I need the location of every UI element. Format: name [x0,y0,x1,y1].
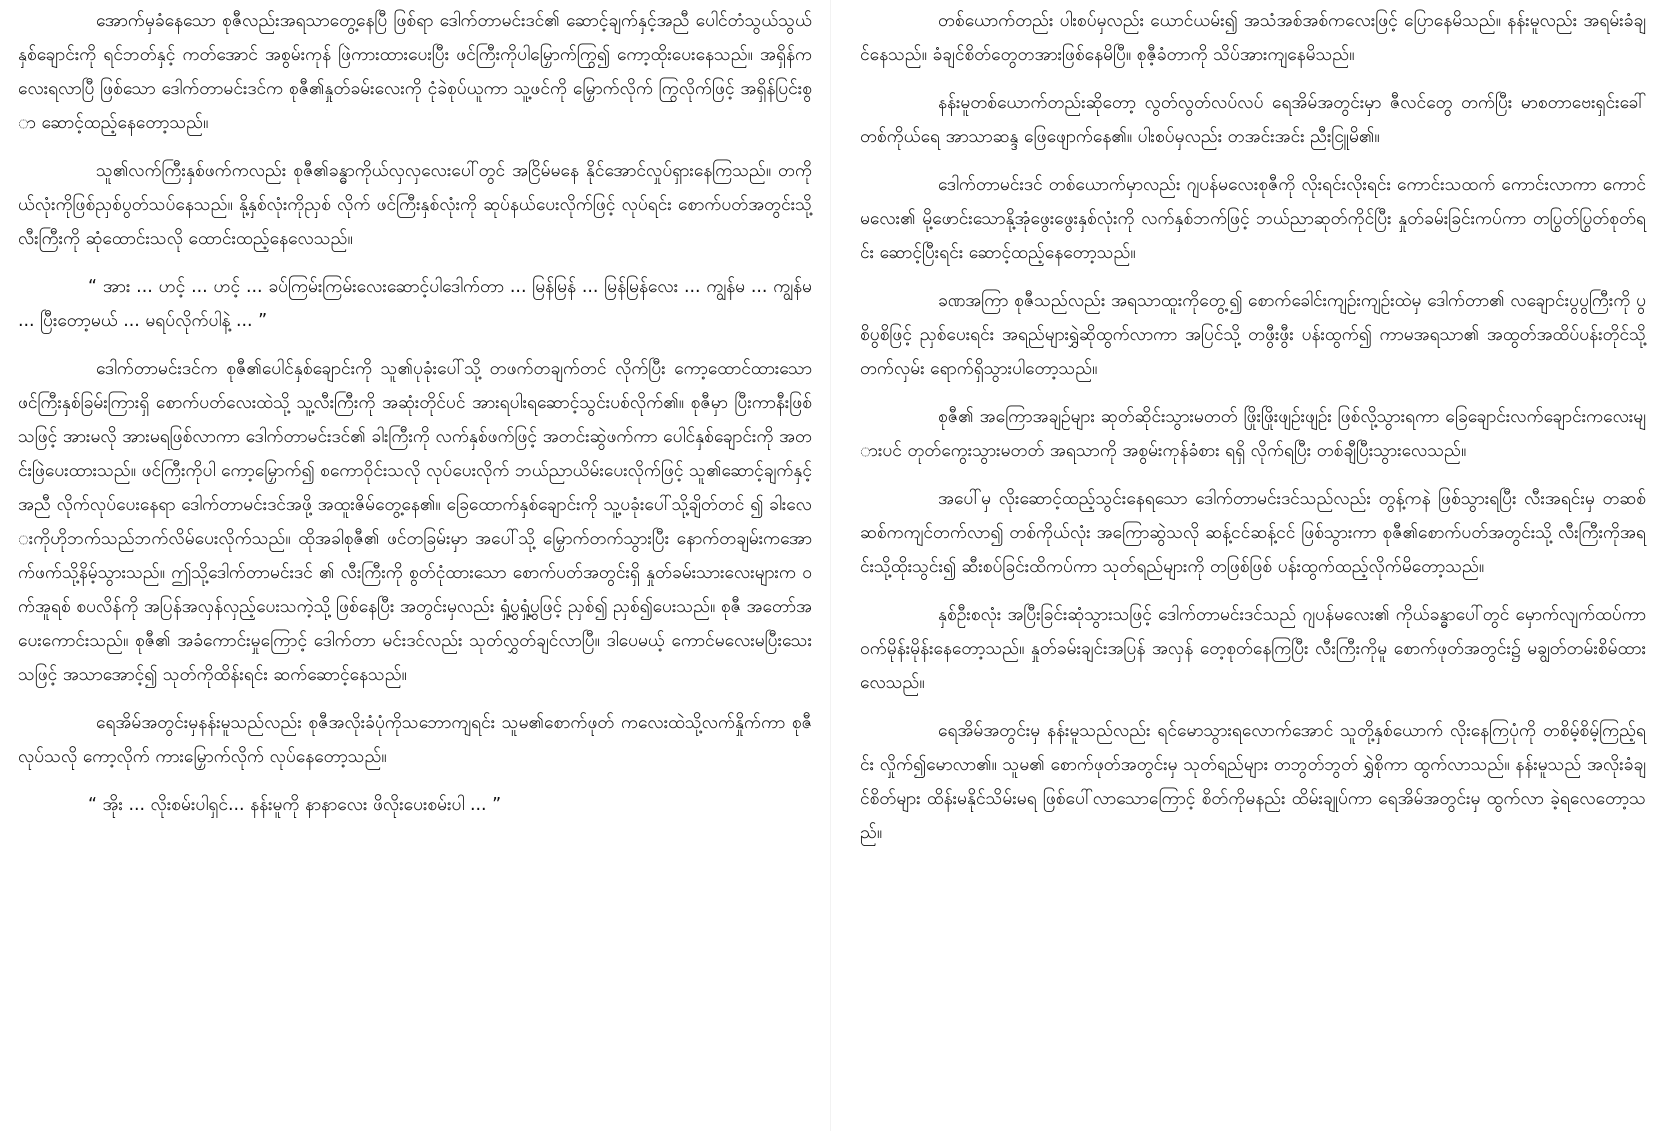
right-paragraph-2: နန်းမူတစ်ယောက်တည်းဆိုတော့ လွတ်လွတ်လပ်လပ် ရေအိမ်အတွင်းမှာ ဇီလင်တွေ တက်ပြီး မာစတာဗေးရှင်းခေါ် တစ်ကိုယ်ရေ အာသာဆန္ဒ ဖြေဖျောက်နေ၏။ ပါးစပ်မှလည်း တအင်းအင်း ညီးငြူမိ၏။ [860,93,1646,147]
right-paragraph-6: အပေါ်မှ လိုးဆောင့်ထည့်သွင်းနေရသော ဒေါက်တာမင်းဒင်သည်လည်း တွန့်ကနဲ ဖြစ်သွားရပြီး လီးအရင်းမှ တဆစ်ဆစ်ကကျင်တက်လာ၍ တစ်ကိုယ်လုံး အကြောဆွဲသလို ဆန့်ငင်ဆန့်ငင် ဖြစ်သွားကာ စုဇီ၏စောက်ပတ်အတွင်းသို့ လီးကြီးကိုအရင်းသို့ထိုးသွင်း၍ ဆီးစပ်ခြင်းထိကပ်ကာ သုတ်ရည်များကို တဖြစ်ဖြစ် ပန်းထွက်ထည့်လိုက်မိတော့သည်။ [860,489,1646,577]
right-paragraph-7: နှစ်ဦးစလုံး အပြီးခြင်းဆုံသွားသဖြင့် ဒေါက်တာမင်းဒင်သည် ဂျပန်မလေး၏ ကိုယ်ခန္ဓာပေါ်တွင် မှောက်လျက်ထပ်ကာ ဝက်မိုန်းမိုန်းနေတော့သည်။ နှုတ်ခမ်းချင်းအပြန် အလှန် တေ့စုတ်နေကြပြီး လီးကြီးကိုမူ စောက်ဖုတ်အတွင်း၌ မချွတ်တမ်းစိမ်ထားလေသည်။ [860,605,1646,693]
right-paragraph-3: ဒေါက်တာမင်းဒင် တစ်ယောက်မှာလည်း ဂျပန်မလေးစုဇီကို လိုးရင်းလိုးရင်း ကောင်းသထက် ကောင်းလာကာ ကောင်မလေး၏ မို့ဖောင်းသောနို့အုံဖွေးဖွေးနှစ်လုံးကို လက်နှစ်ဘက်ဖြင့် ဘယ်ညာဆုတ်ကိုင်ပြီး နှုတ်ခမ်းခြင်းကပ်ကာ တပြွတ်ပြွတ်စုတ်ရင်း ဆောင့်ပြီးရင်း ဆောင့်ထည့်နေတော့သည်။ [860,175,1646,263]
left-dialog-1: “ အား ... ဟင့် ... ဟင့် ... ခပ်ကြမ်းကြမ်းလေးဆောင့်ပါဒေါက်တာ ... မြန်မြန် ... မြန်မြန်လေး ... ကျွန်မ ... ကျွန်မ ... ပြီးတော့မယ် ... မရပ်လိုက်ပါနဲ့ ... ” [18,277,812,331]
left-paragraph-3: ဒေါက်တာမင်းဒင်က စုဇီ၏ပေါင်နှစ်ချောင်းကို သူ၏ပုခုံးပေါ်သို့ တဖက်တချက်တင် လိုက်ပြီး ကော့ထောင်ထားသော ဖင်ကြီးနှစ်ခြမ်းကြားရှိ စောက်ပတ်လေးထဲသို့ သူ့လီးကြီးကို အဆုံးတိုင်ပင် အားရပါးရဆောင့်သွင်းပစ်လိုက်၏။ စုဇီမှာ ပြီးကာနီးဖြစ်သဖြင့် အားမလို အားမရဖြစ်လာကာ ဒေါက်တာမင်းဒင်၏ ခါးကြီးကို လက်နှစ်ဖက်ဖြင့် အတင်းဆွဲဖက်ကာ ပေါင်နှစ်ချောင်းကို အတင်းဖြဲပေးထားသည်။ ဖင်ကြီးကိုပါ ကော့မြှောက်၍ စကောဝိုင်းသလို လုပ်ပေးလိုက် ဘယ်ညာယိမ်းပေးလိုက်ဖြင့် သူ၏ဆောင့်ချက်နှင့်အညီ လိုက်လုပ်ပေးနေရာ ဒေါက်တာမင်းဒင်အဖို့ အထူးဇိမ်တွေ့နေ၏။ ခြေထောက်နှစ်ချောင်းကို သူ့ပခုံးပေါ်သို့ချိတ်တင် ၍ ခါးလေးကိုဟိုဘက်သည်ဘက်လိမ်ပေးလိုက်သည်။ ထိုအခါစုဇီ၏ ဖင်တခြမ်းမှာ အပေါ်သို့ မြှောက်တက်သွားပြီး နောက်တချမ်းကအောက်ဖက်သို့နိမ့်သွားသည်။ ဤသို့ဒေါက်တာမင်းဒင် ၏ လီးကြီးကို စွတ်ငုံထားသော စောက်ပတ်အတွင်းရှိ နှုတ်ခမ်းသားလေးများက ဝက်အူရစ် စပလိန်ကို အပြန်အလှန်လှည့်ပေးသကဲ့သို့ ဖြစ်နေပြီး အတွင်းမှလည်း ရှုံ့ပွရှုံ့ပွဖြင့် ညှစ်၍ ညှစ်၍ပေးသည်။ စုဇီ အတော်အပေးကောင်းသည်။ စုဇီ၏ အခံကောင်းမှုကြောင့် ဒေါက်တာ မင်းဒင်လည်း သုတ်လွှတ်ချင်လာပြီ။ ဒါပေမယ့် ကောင်မလေးမပြီးသေးသဖြင့် အသာအောင့်၍ သုတ်ကိုထိန်းရင်း ဆက်ဆောင့်နေသည်။ [18,359,812,685]
right-paragraph-4: ခဏအကြာ စုဇီသည်လည်း အရသာထူးကိုတွေ့၍ စောက်ခေါင်းကျဉ်းကျဉ်းထဲမှ ဒေါက်တာ၏ လချောင်းပွပွကြီးကို ပွစိပွစိဖြင့် ညှစ်ပေးရင်း အရည်များရွှဲဆိုထွက်လာကာ အပြင်သို့ တဖွီးဖွီး ပန်းထွက်၍ ကာမအရသာ၏ အထွတ်အထိပ်ပန်းတိုင်သို့ တက်လှမ်း ရောက်ရှိသွားပါတော့သည်။ [860,291,1646,379]
left-paragraph-1: အောက်မှခံနေသော စုဇီလည်းအရသာတွေ့နေပြီ ဖြစ်ရာ ဒေါက်တာမင်းဒင်၏ ဆောင့်ချက်နှင့်အညီ ပေါင်တံသွယ်သွယ်နှစ်ချောင်းကို ရင်ဘတ်နှင့် ကတ်အောင် အစွမ်းကုန် ဖြဲကားထားပေးပြီး ဖင်ကြီးကိုပါမြှောက်ကြွ၍ ကော့ထိုးပေးနေသည်။ အရှိန်ကလေးရလာပြီ ဖြစ်သော ဒေါက်တာမင်းဒင်က စုဇီ၏နှုတ်ခမ်းလေးကို ငုံခဲစုပ်ယူကာ သူ့ဖင်ကို မြှောက်လိုက် ကြွလိုက်ဖြင့် အရှိန်ပြင်းစွာ ဆောင့်ထည့်နေတော့သည်။ [18,11,812,133]
left-paragraph-4: ရေအိမ်အတွင်းမှနန်းမူသည်လည်း စုဇီအလိုးခံပုံကိုသဘောကျရင်း သူမ၏စောက်ဖုတ် ကလေးထဲသို့လက်နှိုက်ကာ စုဇီလုပ်သလို ကော့လိုက် ကားမြှောက်လိုက် လုပ်နေတော့သည်။ [18,713,812,767]
right-page [830,0,1676,1131]
left-page [0,0,830,1131]
right-paragraph-5: စုဇီ၏ အကြောအချဉ်များ ဆုတ်ဆိုင်းသွားမတတ် ဖြိုးဖြိုးဖျဉ်းဖျဉ်း ဖြစ်လို့သွားရကာ ခြေချောင်းလက်ချောင်းကလေးများပင် တုတ်ကွေးသွားမတတ် အရသာကို အစွမ်းကုန်ခံစား ရရှိ လိုက်ရပြီး တစ်ချီပြီးသွားလေသည်။ [860,407,1646,461]
left-dialog-2: “ အိုး ... လိုးစမ်းပါရှင်... နန်းမူကို နာနာလေး ဖိလိုးပေးစမ်းပါ ... ” [88,795,502,815]
right-paragraph-1: တစ်ယောက်တည်း ပါးစပ်မှလည်း ယောင်ယမ်း၍ အသံအစ်အစ်ကလေးဖြင့် ပြောနေမိသည်။ နန်းမူလည်း အရမ်းခံချင်နေသည်။ ခံချင်စိတ်တွေတအားဖြစ်နေမိပြီ။ စုဇီ့ခံတာကို သိပ်အားကျနေမိသည်။ [860,11,1646,65]
left-paragraph-2: သူ၏လက်ကြီးနှစ်ဖက်ကလည်း စုဇီ၏ခန္ဓာကိုယ်လှလှလေးပေါ်တွင် အငြိမ်မနေ နိုင်အောင်လှုပ်ရှားနေကြသည်။ တကိုယ်လုံးကိုဖြစ်ညှစ်ပွတ်သပ်နေသည်။ နို့နှစ်လုံးကိုညှစ် လိုက် ဖင်ကြီးနှစ်လုံးကို ဆုပ်နယ်ပေးလိုက်ဖြင့် လုပ်ရင်း စောက်ပတ်အတွင်းသို့ လီးကြီးကို ဆုံထောင်းသလို ထောင်းထည့်နေလေသည်။ [18,161,812,249]
right-paragraph-8: ရေအိမ်အတွင်းမှ နန်းမူသည်လည်း ရင်မောသွားရလောက်အောင် သူတို့နှစ်ယောက် လိုးနေကြပုံကို တစိမ့်စိမ့်ကြည့်ရင်း လှိုက်၍မောလာ၏။ သူမ၏ စောက်ဖုတ်အတွင်းမှ သုတ်ရည်များ တဘွတ်ဘွတ် ရွှဲစိုကာ ထွက်လာသည်။ နန်းမူသည် အလိုးခံချင်စိတ်များ ထိန်းမနိုင်သိမ်းမရ ဖြစ်ပေါ်လာသောကြောင့် စိတ်ကိုမနည်း ထိမ်းချုပ်ကာ ရေအိမ်အတွင်းမှ ထွက်လာ ခဲ့ရလေတော့သည်။ [860,721,1646,843]
